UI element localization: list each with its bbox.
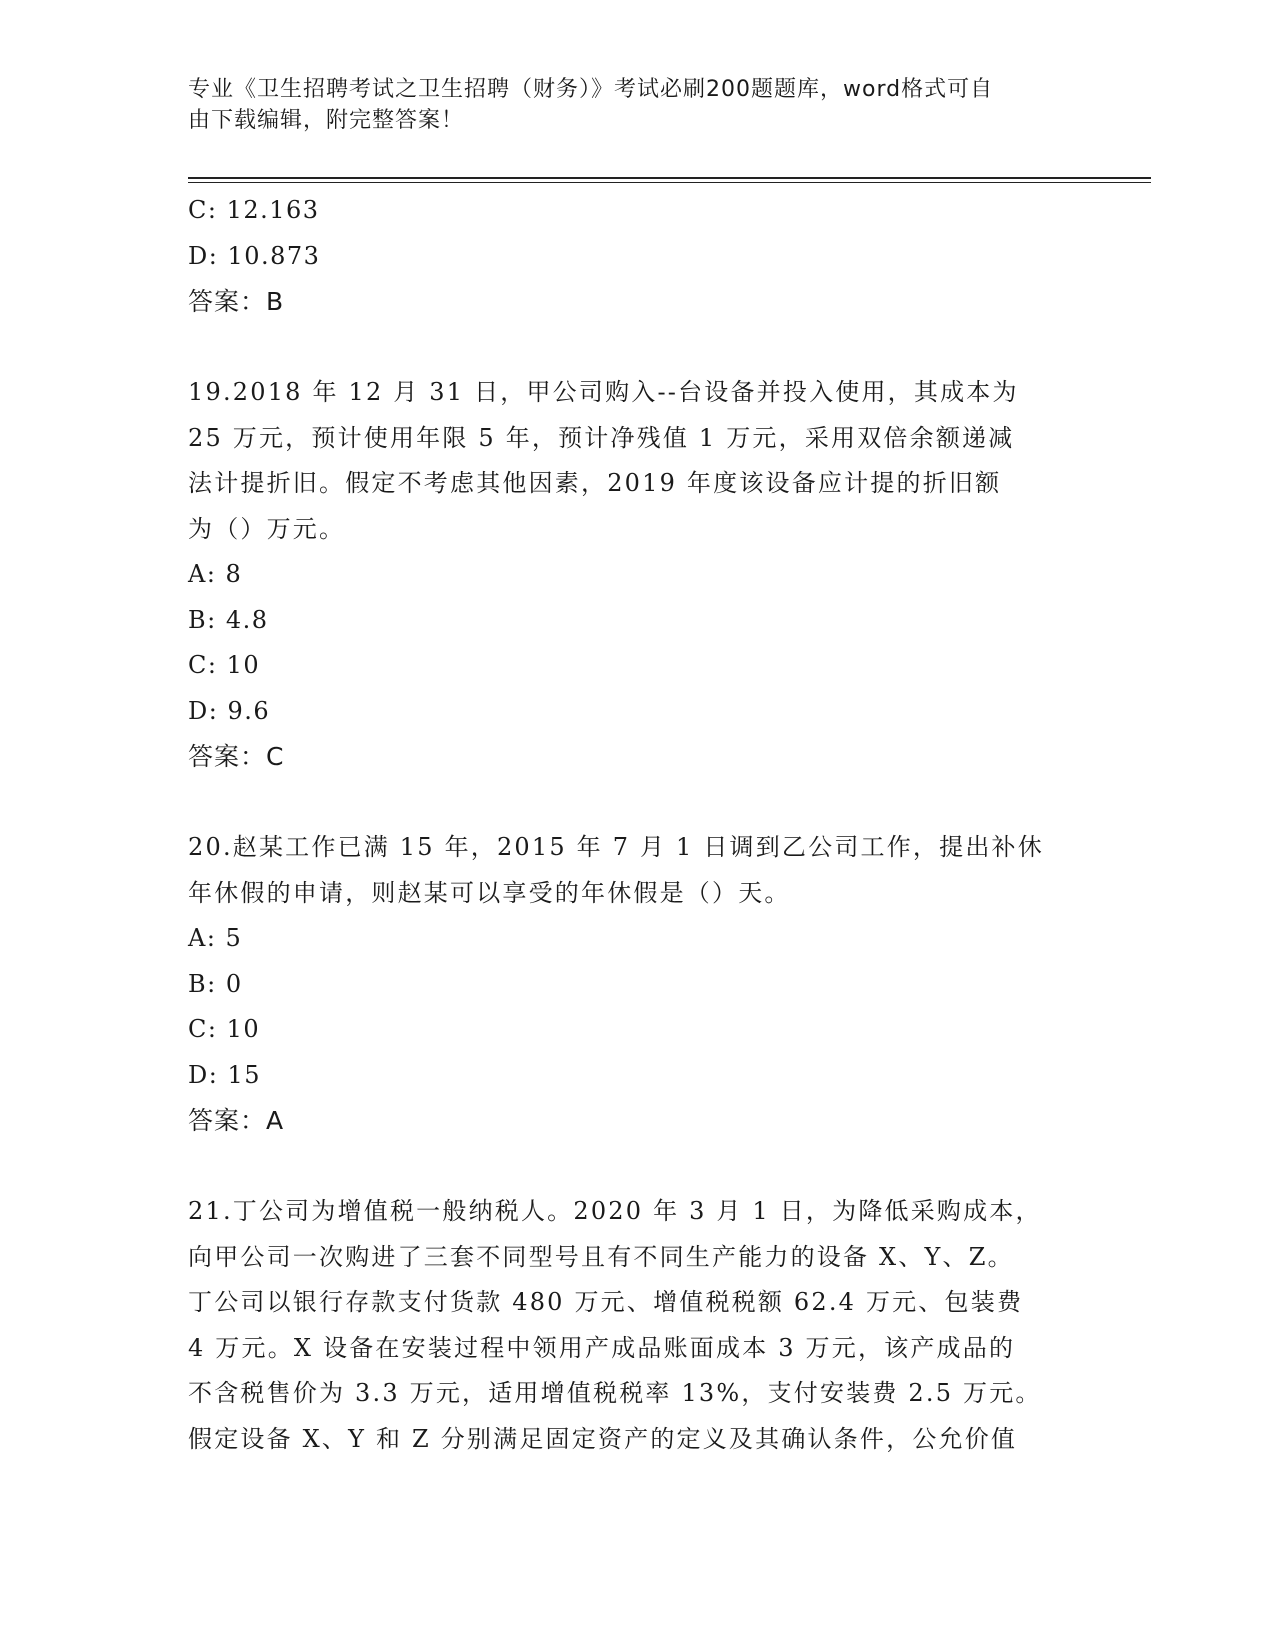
question-text-line: 向甲公司一次购进了三套不同型号且有不同生产能力的设备 X、Y、Z。 [188, 1242, 1014, 1271]
header-divider-thin [188, 182, 1151, 183]
option-c: C: 12.163 [188, 196, 320, 224]
option-a: A: 5 [188, 924, 243, 952]
question-text-line: 为（）万元。 [188, 514, 346, 543]
header-line-2: 由下载编辑，附完整答案！ [188, 108, 465, 133]
question-21 [188, 1189, 1088, 1462]
spacer [188, 780, 1088, 826]
option-c: C: 10 [188, 1015, 261, 1043]
question-text-line: 假定设备 X、Y 和 Z 分别满足固定资产的定义及其确认条件，公允价值 [188, 1424, 1018, 1453]
question-text-line: 法计提折旧。假定不考虑其他因素，2019 年度该设备应计提的折旧额 [188, 469, 1002, 497]
option-d: D: 15 [188, 1060, 261, 1089]
header-line-1: 专业《卫生招聘考试之卫生招聘（财务）》考试必刷200题题库，word格式可自 [188, 77, 994, 102]
question-text-line: 不含税售价为 3.3 万元，适用增值税税率 13%，支付安装费 2.5 万元。 [188, 1379, 1042, 1407]
spacer [188, 1144, 1088, 1190]
header-divider-thick [188, 177, 1151, 179]
option-d: D: 10.873 [188, 241, 321, 270]
spacer [188, 325, 1088, 371]
answer-line: 答案：B [188, 287, 285, 316]
question-19 [188, 370, 1088, 780]
answer-line: 答案：C [188, 742, 285, 771]
option-c: C: 10 [188, 651, 261, 679]
option-b: B: 0 [188, 969, 243, 998]
question-text-line: 21.丁公司为增值税一般纳税人。2020 年 3 月 1 日，为降低采购成本， [188, 1197, 1042, 1225]
option-a: A: 8 [188, 560, 243, 588]
option-b: B: 4.8 [188, 605, 269, 634]
question-text-line: 4 万元。X 设备在安装过程中领用产成品账面成本 3 万元，该产成品的 [188, 1333, 1016, 1362]
document-header [188, 74, 1068, 136]
question-text-line: 丁公司以银行存款支付货款 480 万元、增值税税额 62.4 万元、包装费 [188, 1288, 1024, 1316]
previous-question [188, 188, 1088, 325]
question-text-line: 25 万元，预计使用年限 5 年，预计净残值 1 万元，采用双倍余额递减 [188, 423, 1015, 452]
answer-line: 答案：A [188, 1106, 285, 1135]
document-body [188, 188, 1088, 1462]
option-d: D: 9.6 [188, 696, 271, 725]
question-text-line: 年休假的申请，则赵某可以享受的年休假是（）天。 [188, 878, 791, 907]
question-20 [188, 825, 1088, 1144]
question-text-line: 19.2018 年 12 月 31 日，甲公司购入--台设备并投入使用，其成本为 [188, 378, 1019, 406]
question-text-line: 20.赵某工作已满 15 年，2015 年 7 月 1 日调到乙公司工作，提出补休 [188, 833, 1044, 861]
